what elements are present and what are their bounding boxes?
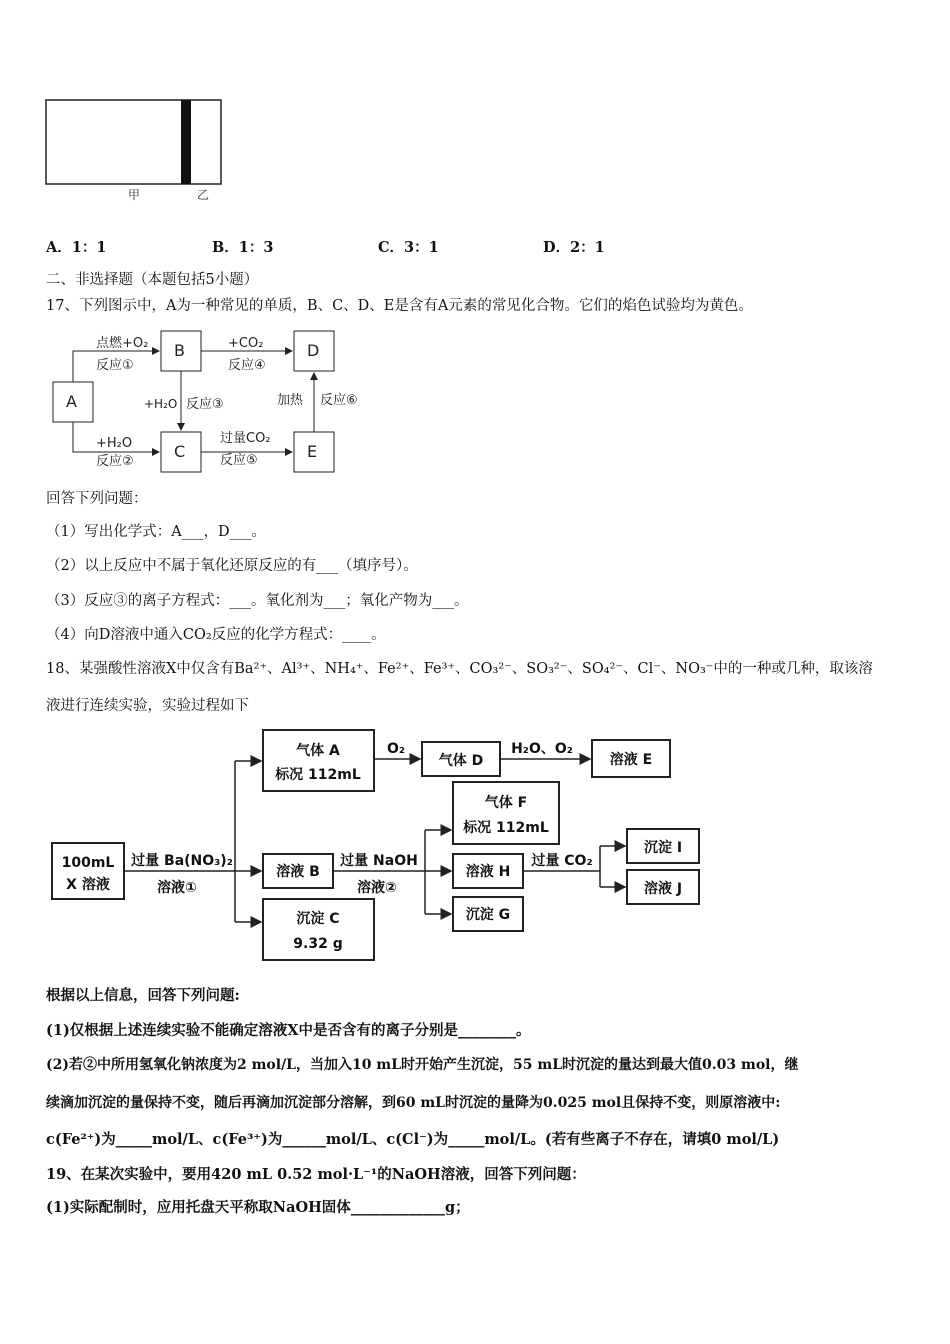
q16-tube-box (46, 100, 221, 184)
svg-text:过量 Ba(NO₃)₂: 过量 Ba(NO₃)₂ (131, 853, 233, 869)
svg-text:沉淀 C: 沉淀 C (296, 911, 340, 927)
svg-text:O₂: O₂ (386, 741, 406, 757)
q18-item-2-line3: c(Fe²⁺)为_____mol/L、c(Fe³⁺)为______mol/L、c(Cl⁻)为_____mol/L。(若有些离子不存在，请填0 mol/L) (46, 1131, 780, 1148)
svg-text:气体 D: 气体 D (438, 753, 484, 769)
svg-text:标况 112mL: 标况 112mL (275, 767, 361, 783)
section-2-title: 二、非选择题（本题包括5小题） (46, 272, 259, 288)
q16-label-jia: 甲 (128, 188, 141, 202)
q16-option-c: C．3：1 (378, 239, 439, 256)
q16-option-a: A．1：1 (46, 239, 107, 256)
svg-text:溶液 H: 溶液 H (465, 864, 511, 880)
svg-text:溶液①: 溶液① (157, 880, 197, 896)
svg-text:H₂O、O₂: H₂O、O₂ (511, 741, 573, 757)
svg-text:溶液②: 溶液② (357, 880, 397, 896)
svg-text:反应⑤: 反应⑤ (220, 453, 258, 468)
svg-text:C: C (174, 442, 186, 461)
q17-stem: 17、下列图示中，A为一种常见的单质，B、C、D、E是含有A元素的常见化合物。它们的焰色试验均为黄色。 (46, 298, 753, 314)
q17-item-3: （3）反应③的离子方程式：___。氧化剂为___；氧化产物为___。 (46, 593, 469, 609)
q16-figure (40, 95, 230, 205)
q16-option-d: D．2：1 (543, 239, 605, 256)
svg-text:反应①: 反应① (96, 358, 134, 373)
svg-text:气体 F: 气体 F (484, 795, 528, 811)
q18-prompt: 根据以上信息，回答下列问题: (46, 987, 240, 1004)
q18-item-1: (1)仅根据上述连续实验不能确定溶液X中是否含有的离子分别是________。 (46, 1022, 531, 1039)
q18-stem-line1: 18、某强酸性溶液X中仅含有Ba²⁺、Al³⁺、NH₄⁺、Fe²⁺、Fe³⁺、CO₃²⁻、SO₃²⁻、SO₄²⁻、Cl⁻、NO₃⁻中的一种或几种，取该溶 (46, 661, 873, 677)
svg-text:A: A (66, 392, 77, 411)
svg-text:过量CO₂: 过量CO₂ (220, 431, 271, 446)
q18-item-2-line1: (2)若②中所用氢氧化钠浓度为2 mol/L，当加入10 mL时开始产生沉淀，55 mL时沉淀的量达到最大值0.03 mol，继 (46, 1057, 799, 1073)
svg-text:100mL: 100mL (61, 855, 115, 871)
svg-text:过量 NaOH: 过量 NaOH (340, 853, 418, 869)
q16-black-band (181, 100, 191, 184)
svg-text:反应③: 反应③ (186, 397, 224, 412)
q16-option-b: B．1：3 (212, 239, 274, 256)
svg-text:气体 A: 气体 A (296, 743, 340, 759)
svg-text:+H₂O: +H₂O (144, 397, 178, 411)
q17-item-4: （4）向D溶液中通入CO₂反应的化学方程式：____。 (46, 627, 386, 643)
svg-text:9.32 g: 9.32 g (293, 936, 343, 952)
svg-text:溶液 B: 溶液 B (276, 864, 320, 880)
svg-text:溶液 J: 溶液 J (643, 881, 683, 897)
q17-item-2: （2）以上反应中不属于氧化还原反应的有___（填序号）。 (46, 558, 418, 574)
q17-diagram (40, 326, 380, 481)
svg-text:B: B (174, 341, 185, 360)
svg-text:溶液 E: 溶液 E (609, 752, 653, 768)
q19-item-1: (1)实际配制时，应用托盘天平称取NaOH固体_____________g； (46, 1199, 470, 1216)
svg-text:反应④: 反应④ (228, 358, 266, 373)
q19-stem: 19、在某次实验中，要用420 mL 0.52 mol·L⁻¹的NaOH溶液，回答下列问题： (46, 1166, 586, 1183)
q17-item-1: （1）写出化学式：A___，D___。 (46, 524, 266, 540)
q18-item-2-line2: 续滴加沉淀的量保持不变，随后再滴加沉淀部分溶解，到60 mL时沉淀的量降为0.025 mol且保持不变，则原溶液中: (46, 1095, 781, 1111)
svg-text:X 溶液: X 溶液 (66, 877, 110, 893)
svg-text:反应②: 反应② (96, 454, 134, 469)
q16-label-yi: 乙 (197, 188, 210, 202)
svg-text:沉淀 I: 沉淀 I (643, 840, 683, 856)
svg-text:标况 112mL: 标况 112mL (463, 820, 549, 836)
q18-stem-line2: 液进行连续实验，实验过程如下 (46, 698, 249, 714)
svg-text:反应⑥: 反应⑥ (320, 393, 358, 408)
svg-text:点燃+O₂: 点燃+O₂ (96, 336, 149, 351)
svg-text:D: D (307, 341, 320, 360)
q18-flowchart (40, 726, 720, 968)
svg-text:加热: 加热 (277, 393, 304, 408)
svg-text:沉淀 G: 沉淀 G (465, 907, 511, 923)
svg-text:+H₂O: +H₂O (96, 436, 133, 451)
svg-text:+CO₂: +CO₂ (228, 336, 264, 351)
svg-text:过量 CO₂: 过量 CO₂ (531, 853, 593, 869)
q17-prompt: 回答下列问题： (46, 491, 148, 507)
svg-text:E: E (307, 442, 318, 461)
